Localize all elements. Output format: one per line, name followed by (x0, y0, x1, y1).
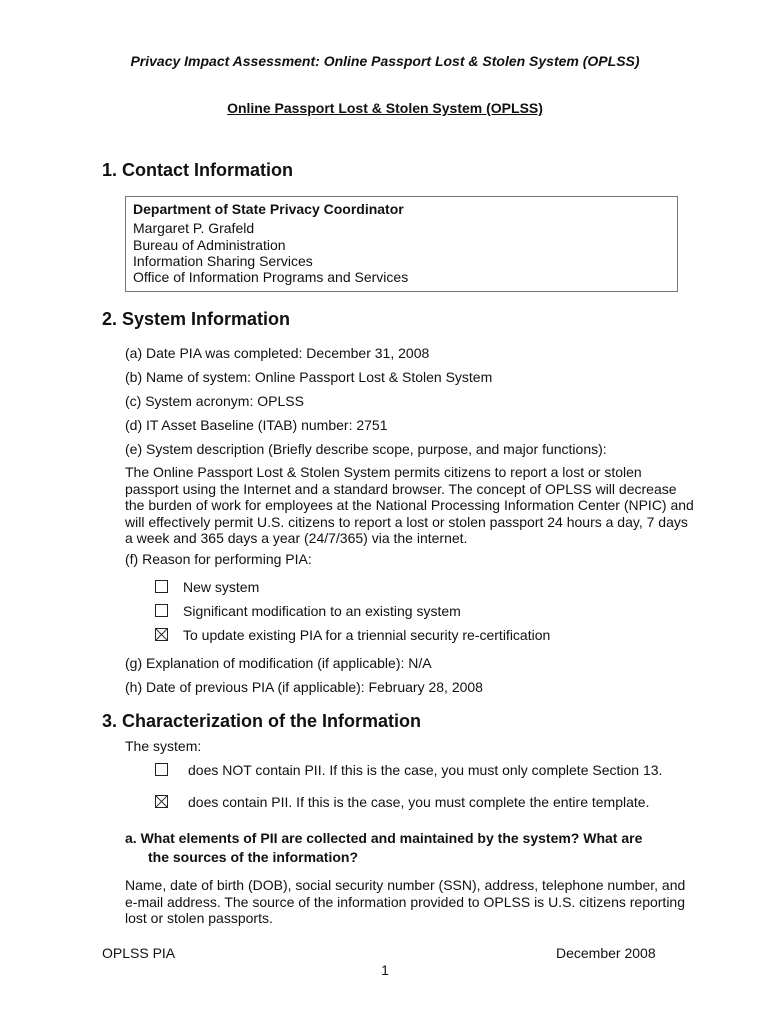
system-description: The Online Passport Lost & Stolen System permits citizens to report a lost or stolen passport using the Internet and a standard browser. The concept of OPLSS will decrease the burden of work for employees at the National Processing Information Center (NPIC) and will effectively permit U.S. citizens to report a lost or stolen passport 24 hours a day, 7 days a week and 365 days a year (24/7/365) via the internet. (125, 464, 694, 546)
reason-modification-label: Significant modification to an existing system (183, 603, 461, 619)
contact-line-office: Office of Information Programs and Services (133, 269, 409, 285)
item-a-date-pia: (a) Date PIA was completed: December 31, 2008 (125, 345, 430, 361)
reason-modification-checkbox[interactable] (155, 604, 168, 617)
document-title-text: Online Passport Lost & Stolen System (OPLSS) (227, 100, 543, 116)
footer-left: OPLSS PIA (102, 945, 176, 961)
section-1-heading: 1. Contact Information (102, 160, 294, 180)
pii-not-contained-label: does NOT contain PII. If this is the case, you must only complete Section 13. (188, 762, 663, 778)
item-h-previous-pia: (h) Date of previous PIA (if applicable): February 28, 2008 (125, 679, 483, 695)
running-header: Privacy Impact Assessment: Online Passport Lost & Stolen System (OPLSS) (130, 53, 640, 69)
reason-triennial-checkbox[interactable] (155, 628, 168, 641)
page-number: 1 (381, 962, 389, 978)
answer-a: Name, date of birth (DOB), social security number (SSN), address, telephone number, and e-mail address. The source of the information provided to OPLSS is U.S. citizens reporting lost or stolen passports. (125, 877, 686, 926)
section-3-heading: 3. Characterization of the Information (102, 711, 422, 731)
contact-info-box (125, 196, 678, 292)
question-a-line2: the sources of the information? (148, 849, 359, 865)
contact-line-service: Information Sharing Services (133, 253, 313, 269)
system-intro: The system: (125, 738, 202, 754)
pii-not-contained-checkbox[interactable] (155, 763, 168, 776)
contact-line-bureau: Bureau of Administration (133, 237, 286, 253)
item-d-itab: (d) IT Asset Baseline (ITAB) number: 2751 (125, 417, 388, 433)
contact-box-title: Department of State Privacy Coordinator (133, 201, 404, 217)
contact-line-name: Margaret P. Grafeld (133, 220, 255, 236)
item-g-modification: (g) Explanation of modification (if applicable): N/A (125, 655, 432, 671)
pii-contained-checkbox[interactable] (155, 795, 168, 808)
section-2-heading: 2. System Information (102, 309, 291, 329)
footer-right: December 2008 (556, 945, 656, 961)
item-e-description-label: (e) System description (Briefly describe scope, purpose, and major functions): (125, 441, 607, 457)
document-title (0, 100, 770, 116)
pii-contained-label: does contain PII. If this is the case, you must complete the entire template. (188, 794, 650, 810)
question-a-line1: a. What elements of PII are collected and maintained by the system? What are (125, 830, 643, 846)
item-c-acronym: (c) System acronym: OPLSS (125, 393, 304, 409)
reason-new-system-label: New system (183, 579, 260, 595)
reason-new-system-checkbox[interactable] (155, 580, 168, 593)
reason-triennial-label: To update existing PIA for a triennial security re-certification (183, 627, 551, 643)
item-b-system-name: (b) Name of system: Online Passport Lost & Stolen System (125, 369, 493, 385)
item-f-reason-label: (f) Reason for performing PIA: (125, 551, 312, 567)
